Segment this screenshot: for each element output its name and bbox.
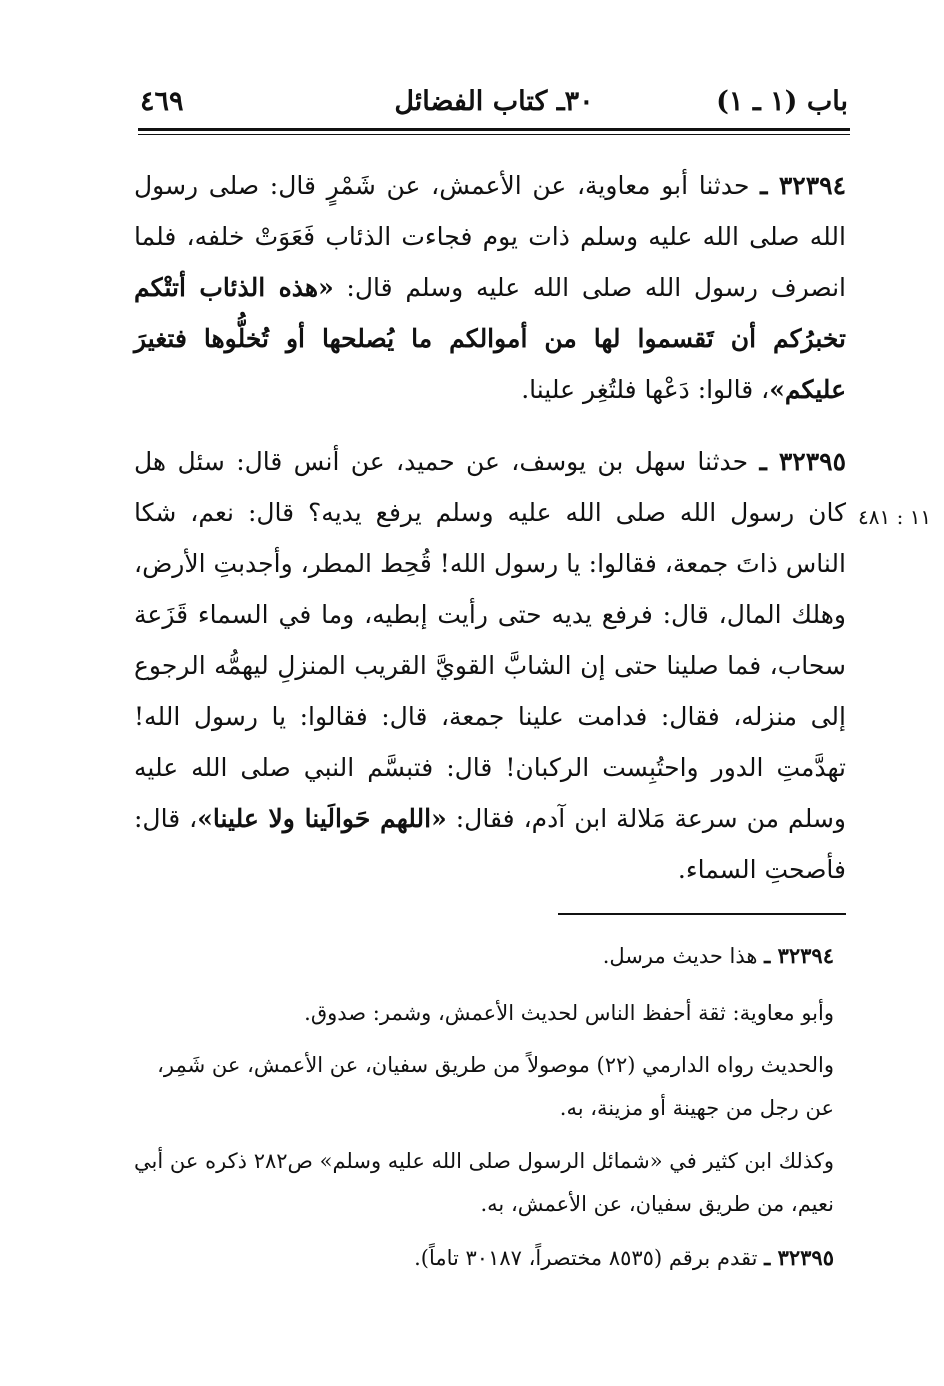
hadith-32395 (134, 436, 846, 895)
page-number: ٤٦٩ (140, 86, 184, 117)
prophet-quote: «اللهم حَوالَينا ولا علينا» (197, 804, 447, 833)
hadith-text: حدثنا أبو معاوية، عن الأعمش، عن شَمْرٍ قال: صلى رسول الله صلى الله عليه وسلم ذات يوم فجاءت الذئاب فَعَوَتْ خلفه، فلما انصرف رسول الله صلى الله عليه وسلم قال: (134, 171, 847, 302)
hadith-number: ٣٢٣٩٤ ـ (760, 171, 846, 200)
header-rule-thick (138, 128, 850, 131)
footnote-number: ٣٢٣٩٥ ـ (764, 1245, 834, 1270)
margin-reference: ١١ : ٤٨١ (858, 505, 932, 529)
hadith-32394 (134, 160, 846, 415)
footnote-text: هذا حديث مرسل. (602, 944, 765, 968)
hadith-text-end: ، قالوا: دَعْها فلتُغِر علينا. (521, 375, 770, 404)
footnote-32394 (130, 934, 834, 978)
prophet-quote: «هذه الذئاب أتتْكم تخبرُكم أن تَقسموا لها من أموالكم ما يُصلحها أو تُخلُّوها فتغيرَ عليكم» (134, 273, 846, 404)
book-title: ٣٠ـ كتاب الفضائل (394, 86, 594, 117)
footnote-32395 (130, 1236, 834, 1280)
footnote-ibn-kathir-note: وكذلك ابن كثير في «شمائل الرسول صلى الله عليه وسلم» ص٢٨٢ ذكره عن أبي نعيم، من طريق سفيان، عن الأعمش، به. (134, 1149, 834, 1216)
footnote-narrator-note: وأبو معاوية: ثقة أحفظ الناس لحديث الأعمش، وشمر: صدوق. (304, 1001, 834, 1025)
page-header (140, 86, 848, 126)
footnote-text: تقدم برقم (٨٥٣٥ مختصراً، ٣٠١٨٧ تاماً). (414, 1246, 765, 1270)
footnote-number: ٣٢٣٩٤ ـ (764, 943, 834, 968)
hadith-text-end: ، قال: فأصحتِ السماء. (134, 804, 846, 884)
footnote-separator (558, 913, 846, 915)
hadith-number: ٣٢٣٩٥ ـ (759, 447, 847, 476)
hadith-text: حدثنا سهل بن يوسف، عن حميد، عن أنس قال: سئل هل كان رسول الله صلى الله عليه وسلم يرفع يديه؟ قال: نعم، شكا الناس ذاتَ جمعة، فقالوا: يا رسول الله! قُحِط المطر، وأجدبتِ الأرض، وهلك المال، قال: فرفع يديه حتى رأيت إبطيه، وما في السماء قَزَعة سحاب، فما صلينا حتى إن الشابَّ القويَّ القريب المنزلِ ليهمُّه الرجوع إلى منزله، فقال: فدامت علينا جمعة، قال: فقالوا: يا رسول الله! تهدَّمتِ الدور واحتُبِست الركبان! قال: فتبسَّم النبي صلى الله عليه وسلم من سرعة مَلالة ابن آدم، فقال: (134, 447, 847, 833)
chapter-heading: باب (١ ـ ١) (716, 86, 848, 117)
header-rule-thin (138, 134, 850, 135)
footnote-darimi-note: والحديث رواه الدارمي (٢٢) موصولاً من طريق سفيان، عن الأعمش، عن شَمِر، عن رجل من جهينة أو مزينة، به. (157, 1053, 834, 1120)
